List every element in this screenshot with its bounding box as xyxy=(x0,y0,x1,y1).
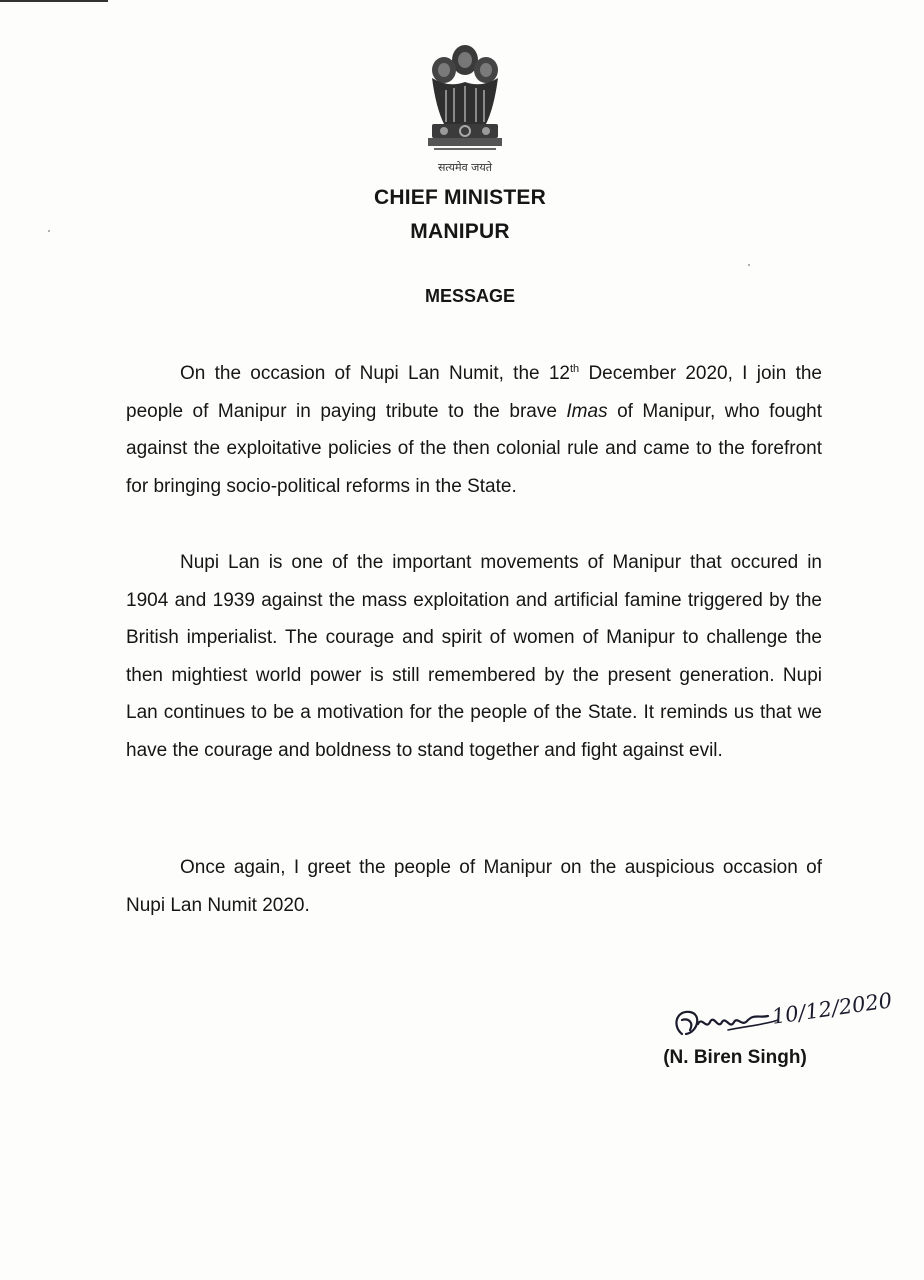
scan-edge-line xyxy=(0,0,108,2)
office-title: CHIEF MINISTER xyxy=(374,186,546,209)
paragraph-2-text: Nupi Lan is one of the important movements of Manipur that occured in 1904 and 1939 against the mass exploitation and artificial famine triggered by the British imperialist. The courage and spirit of women of Manipur to challenge the then mightiest world power is still remembered by the present generation. Nupi Lan continues to be a motivation for the people of the State. It reminds us that we have the courage and boldness to stand together and fight against evil. xyxy=(126,552,822,761)
message-heading: MESSAGE xyxy=(424,286,516,306)
office-state: MANIPUR xyxy=(410,220,510,243)
paragraph-1-text-a: On the occasion of Nupi Lan Numit, the 12 xyxy=(180,363,570,384)
ordinal-suffix: th xyxy=(569,363,580,375)
paragraph-1-text-c: of Manipur, who fought against the exploitative policies of the then colonial rule and came to the forefront for bringing socio-political reforms in the State. xyxy=(126,400,822,497)
paragraph-3-text: Once again, I greet the people of Manipur on the auspicious occasion of Nupi Lan Numit 2020. xyxy=(126,857,822,916)
scan-speck xyxy=(48,230,50,232)
signatory-name: (N. Biren Singh) xyxy=(663,1047,807,1068)
signature-date: 10/12/2020 xyxy=(770,988,894,1029)
paragraph-2 xyxy=(126,544,822,770)
scan-speck xyxy=(748,264,750,266)
state-emblem-icon xyxy=(422,38,508,168)
paragraph-3 xyxy=(126,849,822,924)
paragraph-1 xyxy=(126,355,822,505)
italic-term: Imas xyxy=(566,400,608,422)
emblem-motto: सत्यमेव जयते xyxy=(437,161,492,174)
paragraph-1-text-b: December 2020, I join the people of Manipur in paying tribute to the brave xyxy=(126,363,822,422)
